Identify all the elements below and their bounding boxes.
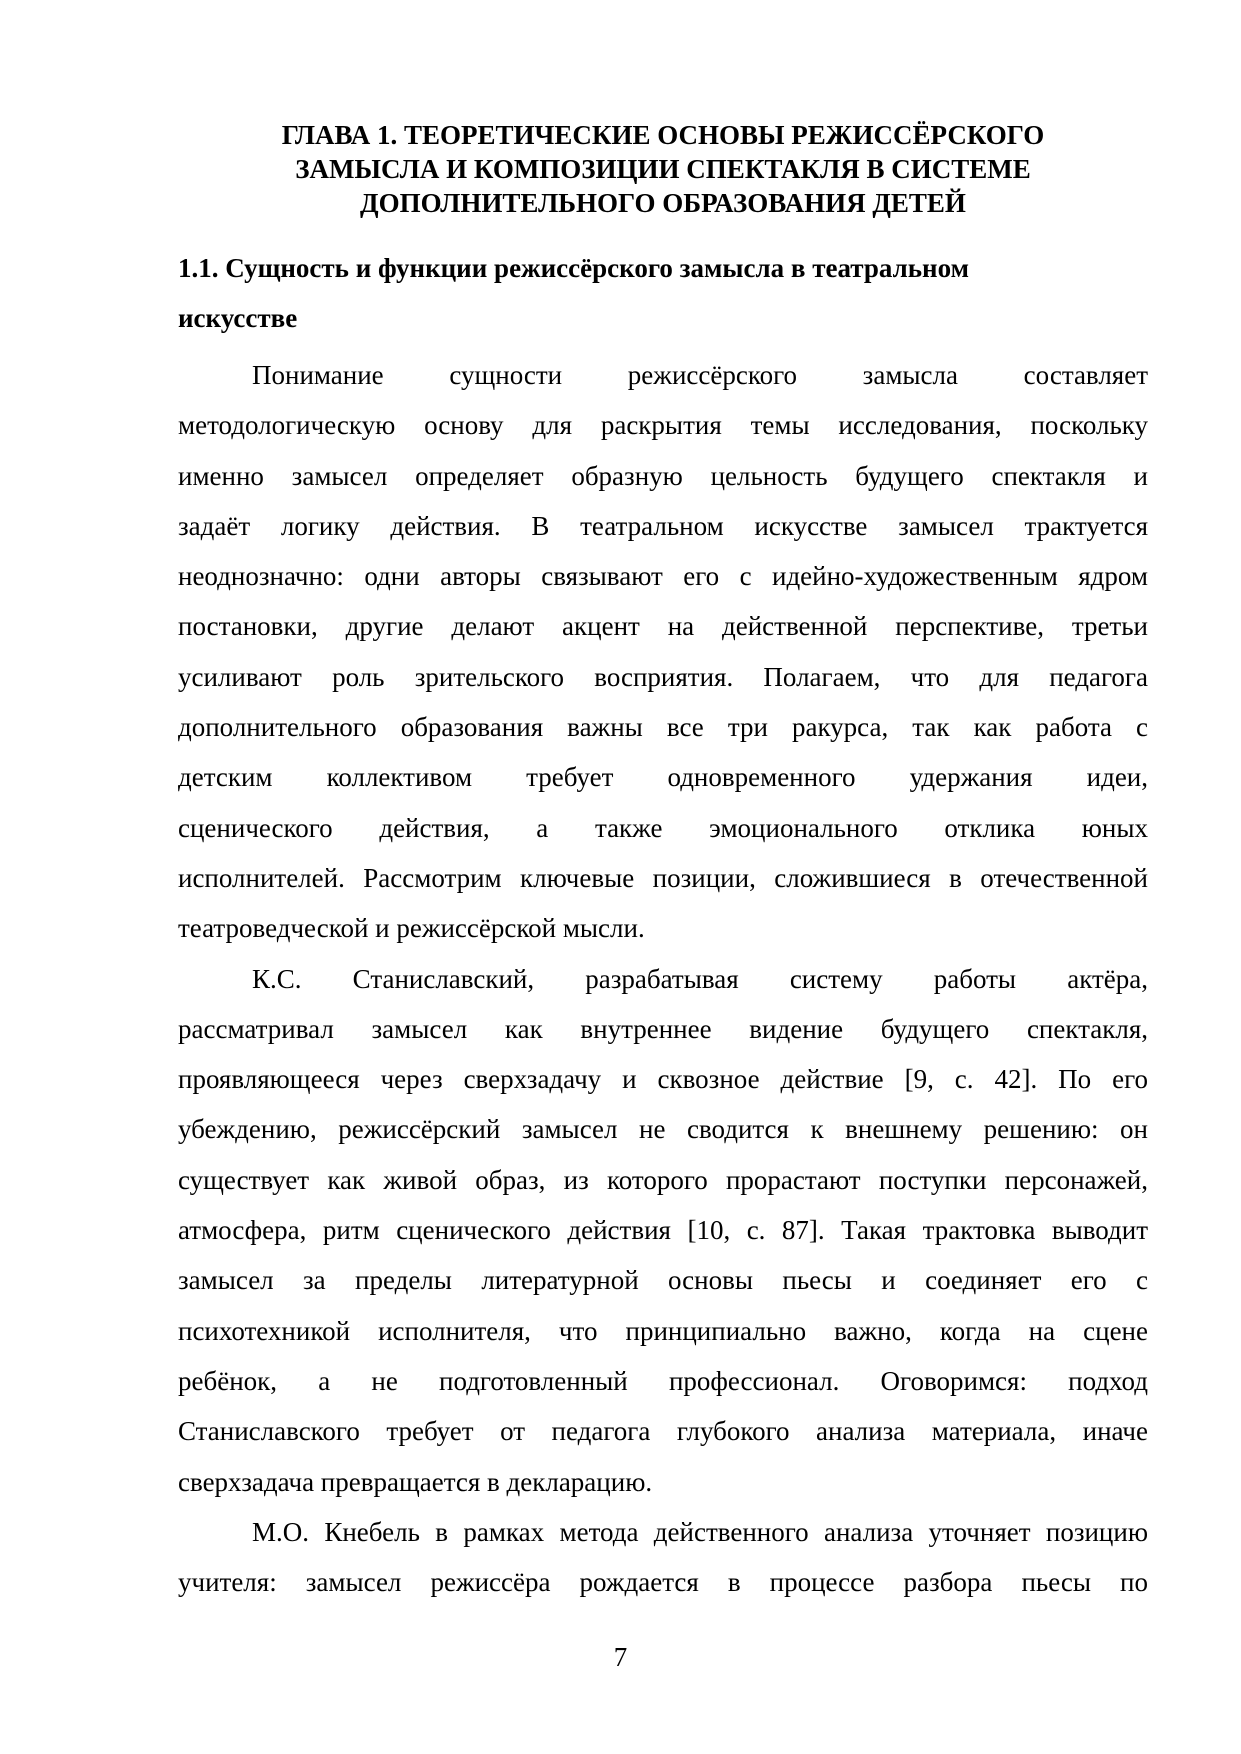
paragraph-line: детским коллективом требует одновременного удержания идеи, <box>178 762 1148 793</box>
paragraph-line: рассматривал замысел как внутреннее видение будущего спектакля, <box>178 1013 1148 1044</box>
paragraph-line: атмосфера, ритм сценического действия [10, с. 87]. Такая трактовка выводит <box>178 1215 1148 1246</box>
paragraph-line: К.С. Станиславский, разрабатывая систему работы актёра, <box>252 963 1148 994</box>
paragraph-line: убеждению, режиссёрский замысел не сводится к внешнему решению: он <box>178 1114 1148 1145</box>
paragraph <box>178 954 1148 1507</box>
paragraph <box>178 350 1148 954</box>
paragraph-line: театроведческой и режиссёрской мысли. <box>178 913 645 944</box>
paragraph-line: задаёт логику действия. В театральном искусстве замысел трактуется <box>178 510 1148 541</box>
paragraph-line: замысел за пределы литературной основы пьесы и соединяет его с <box>178 1265 1148 1296</box>
paragraph <box>178 1507 1148 1608</box>
paragraph-line: именно замысел определяет образную цельность будущего спектакля и <box>178 460 1148 491</box>
paragraph-line: проявляющееся через сверхзадачу и сквозное действие [9, с. 42]. По его <box>178 1064 1148 1095</box>
paragraph-line: Станиславского требует от педагога глубокого анализа материала, иначе <box>178 1416 1148 1447</box>
chapter-title-line: ГЛАВА 1. ТЕОРЕТИЧЕСКИЕ ОСНОВЫ РЕЖИССЁРСКОГО <box>281 120 1045 150</box>
paragraph-line: постановки, другие делают акцент на действенной перспективе, третьи <box>178 611 1148 642</box>
paragraph-line: сверхзадача превращается в декларацию. <box>178 1466 653 1497</box>
paragraph-line: сценического действия, а также эмоционального отклика юных <box>178 812 1148 843</box>
paragraph-line: М.О. Кнебель в рамках метода действенного анализа уточняет позицию <box>252 1516 1148 1547</box>
paragraph-line: ребёнок, а не подготовленный профессионал. Оговоримся: подход <box>178 1365 1148 1396</box>
paragraph-line: методологическую основу для раскрытия темы исследования, поскольку <box>178 410 1148 441</box>
paragraph-line: учителя: замысел режиссёра рождается в процессе разбора пьесы по <box>178 1567 1148 1598</box>
body-text <box>178 350 1148 1607</box>
section-title <box>178 243 1148 343</box>
chapter-title-line: ЗАМЫСЛА И КОМПОЗИЦИИ СПЕКТАКЛЯ В СИСТЕМЕ <box>295 154 1031 184</box>
paragraph-line: Понимание сущности режиссёрского замысла составляет <box>252 360 1148 390</box>
paragraph-line: существует как живой образ, из которого прорастают поступки персонажей, <box>178 1164 1148 1195</box>
section-title-line: искусстве <box>178 303 298 333</box>
paragraph-line: психотехникой исполнителя, что принципиально важно, когда на сцене <box>178 1315 1148 1346</box>
chapter-title <box>178 118 1148 220</box>
paragraph-line: неоднозначно: одни авторы связывают его с идейно-художественным ядром <box>178 561 1148 592</box>
section-title-line: 1.1. Сущность и функции режиссёрского замысла в театральном <box>178 253 969 283</box>
paragraph-line: исполнителей. Рассмотрим ключевые позиции, сложившиеся в отечественной <box>178 862 1148 893</box>
page-number: 7 <box>613 1642 628 1672</box>
chapter-title-line: ДОПОЛНИТЕЛЬНОГО ОБРАЗОВАНИЯ ДЕТЕЙ <box>360 188 966 218</box>
paragraph-line: усиливают роль зрительского восприятия. Полагаем, что для педагога <box>178 661 1148 692</box>
paragraph-line: дополнительного образования важны все три ракурса, так как работа с <box>178 712 1148 743</box>
